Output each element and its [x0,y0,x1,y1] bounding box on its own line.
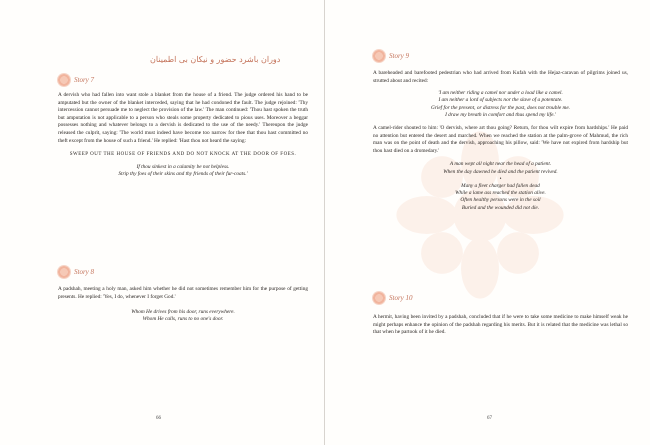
story-9 [373,50,628,212]
story-7-title: Story 7 [74,76,95,84]
story-9-title: Story 9 [389,52,410,60]
story-8 [58,266,308,324]
story-9-intro: A bareheaded and barefooted pedestrian who had arrived from Kufah with the Hejaz-caravan of pilgrims joined us, strutted about and recited: [373,70,628,84]
story-7-caps: SWEEP OUT THE HOUSE OF FRIENDS AND DO NOT KNOCK AT THE DOOR OF FOES. [69,152,297,158]
story-8-body: A padshah, meeting a holy man, asked him whether he did not sometimes remember him for the purpose of getting presents. He replied: 'Yes, I do, whenever I forget God.' [58,286,308,300]
story-9-verse3-4: Buried and the wounded did not die. [461,204,540,211]
persian-calligraphy: دوران باشرد حضور و نیکان بی اطمینان [150,55,281,64]
story-10-heading [373,292,628,304]
story-10 [373,292,628,337]
story-9-verse1-1: 'I am neither riding a camel nor under a load like a camel. [438,90,563,97]
story-9-verse1-4: I draw my breath in comfort and thus spend my life.' [445,111,556,118]
story-10-body: A hermit, having been invited by a padshah, concluded that if he were to take some medicine to make himself weak he might perhaps enhance the opinion of the padshah regarding his merits. But it is related that the medicine was lethal so that when he partook of it he died. [373,314,628,336]
story-9-verse2-1: A man wept all night near the head of a patient. [449,161,552,168]
story-8-heading [58,266,308,278]
story-7-heading [58,74,308,86]
story-8-title: Story 8 [74,268,95,276]
story-7-verse-1: If thou sinkest in a calamity be not helpless. [136,164,230,171]
story-8-verse-2: Whom He calls, runs to no one's door. [142,316,224,323]
story-7 [58,74,308,179]
ornament-icon [58,266,70,278]
story-9-verse3-3: Often healthy persons were in the soil [460,197,541,204]
verse-separator: • [499,175,502,182]
story-7-body: A dervish who had fallen into want stole a blanket from the house of a friend. The judge ordered his hand to be amputated but the owner of the blanket interceded, saying that he had condoned the fault. The judge rejoined: 'Thy intercession cannot persuade me to neglect the provision of the law.' The man continued: 'Thou hast spoken the truth but amputation is not applicable to a person who steals some property dedicated to pious uses. Moreover a beggar possesses nothing and whatever belongs to a dervish is dedicated to the use of the needy.' Thereupon the judge released the culprit, saying: 'The world must indeed have become too narrow for thee that thou hast committed no theft except from the house of such a friend.' He replied: 'Hast thou not heard the saying: [58,92,308,144]
page-number: 66 [156,416,161,421]
page-number: 67 [487,416,492,421]
story-10-title: Story 10 [389,294,413,302]
right-page [325,0,650,445]
story-9-verse3-1: Many a fleet charger had fallen dead [461,182,540,189]
story-9-verse1-2: I am neither a lord of subjects nor the slave of a potentate. [438,97,563,104]
story-9-verse2-2: When the day dawned he died and the patient revived. [443,168,558,175]
ornament-icon [373,50,385,62]
ornament-icon [373,292,385,304]
story-9-verse3-2: While a lame ass reached the station alive. [455,190,546,197]
story-7-verse-2: Strip thy foes of their skins and thy friends of their fur-coats.' [118,171,248,178]
story-9-body: A camel-rider shouted to him: 'O dervish, where art thou going? Return, for thou wilt expire from hardships.' He paid no attention but entered the desert and marched. When we reached the station at the palm-grove of Mahmud, the rich man was on the point of death and the dervish, approaching his pillow, said: 'We have not expired from hardship but thou hast died on a dromedary.' [373,125,628,154]
story-9-verse1-3: Grief for the present, or distress for the past, does not trouble me. [430,104,571,111]
story-9-heading [373,50,628,62]
ornament-icon [58,74,70,86]
story-8-verse-1: Whom He drives from his door, runs everywhere. [131,309,235,316]
